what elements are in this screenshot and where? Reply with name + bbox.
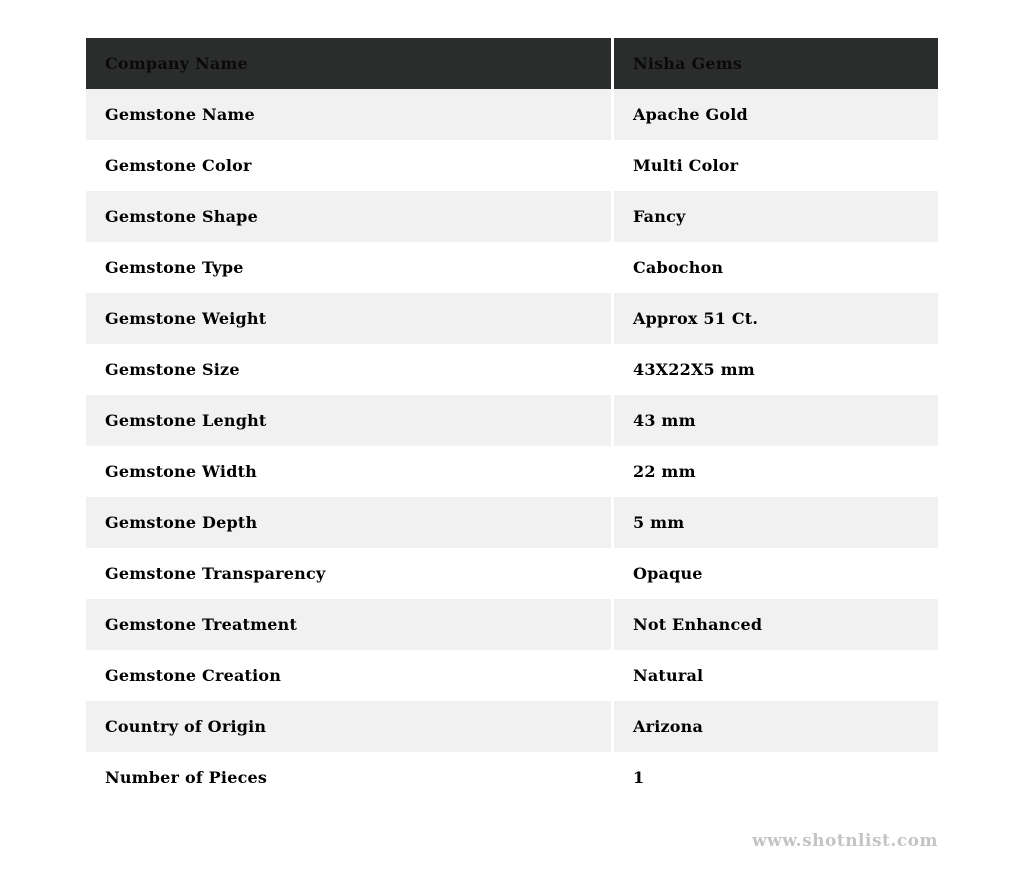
table-row	[86, 293, 938, 344]
watermark-text: www.shotnlist.com	[751, 831, 938, 851]
table-row	[86, 446, 938, 497]
spec-value-cell: Natural	[614, 650, 938, 701]
spec-label-cell: Gemstone Treatment	[86, 599, 611, 650]
table-row	[86, 344, 938, 395]
spec-label-cell: Number of Pieces	[86, 752, 611, 803]
table-row	[86, 701, 938, 752]
table-row	[86, 395, 938, 446]
spec-value-cell: 22 mm	[614, 446, 938, 497]
spec-value-cell: Opaque	[614, 548, 938, 599]
spec-value-cell: Approx 51 Ct.	[614, 293, 938, 344]
table-rows-container	[86, 89, 938, 803]
spec-value-cell: Multi Color	[614, 140, 938, 191]
spec-label-cell: Gemstone Size	[86, 344, 611, 395]
table-row	[86, 548, 938, 599]
spec-label-cell: Gemstone Width	[86, 446, 611, 497]
spec-label-cell: Gemstone Shape	[86, 191, 611, 242]
spec-label-cell: Gemstone Creation	[86, 650, 611, 701]
spec-value-cell: Fancy	[614, 191, 938, 242]
spec-label-cell: Country of Origin	[86, 701, 611, 752]
table-row	[86, 89, 938, 140]
spec-label-cell: Gemstone Weight	[86, 293, 611, 344]
table-row	[86, 650, 938, 701]
spec-value-cell: Apache Gold	[614, 89, 938, 140]
table-header-row	[86, 38, 938, 89]
spec-label-cell: Gemstone Name	[86, 89, 611, 140]
spec-value-cell: 1	[614, 752, 938, 803]
company-name-header-cell: Company Name	[86, 38, 611, 89]
spec-label-cell: Gemstone Depth	[86, 497, 611, 548]
table-row	[86, 752, 938, 803]
spec-label-cell: Gemstone Lenght	[86, 395, 611, 446]
table-row	[86, 191, 938, 242]
table-row	[86, 497, 938, 548]
spec-label-cell: Gemstone Color	[86, 140, 611, 191]
spec-value-cell: Not Enhanced	[614, 599, 938, 650]
table-row	[86, 242, 938, 293]
spec-label-cell: Gemstone Transparency	[86, 548, 611, 599]
spec-value-cell: Arizona	[614, 701, 938, 752]
spec-value-cell: 43 mm	[614, 395, 938, 446]
table-row	[86, 599, 938, 650]
spec-value-cell: 43X22X5 mm	[614, 344, 938, 395]
spec-value-cell: 5 mm	[614, 497, 938, 548]
spec-value-cell: Cabochon	[614, 242, 938, 293]
gemstone-spec-table	[86, 38, 938, 803]
spec-label-cell: Gemstone Type	[86, 242, 611, 293]
table-row	[86, 140, 938, 191]
company-name-value-cell: Nisha Gems	[614, 38, 938, 89]
